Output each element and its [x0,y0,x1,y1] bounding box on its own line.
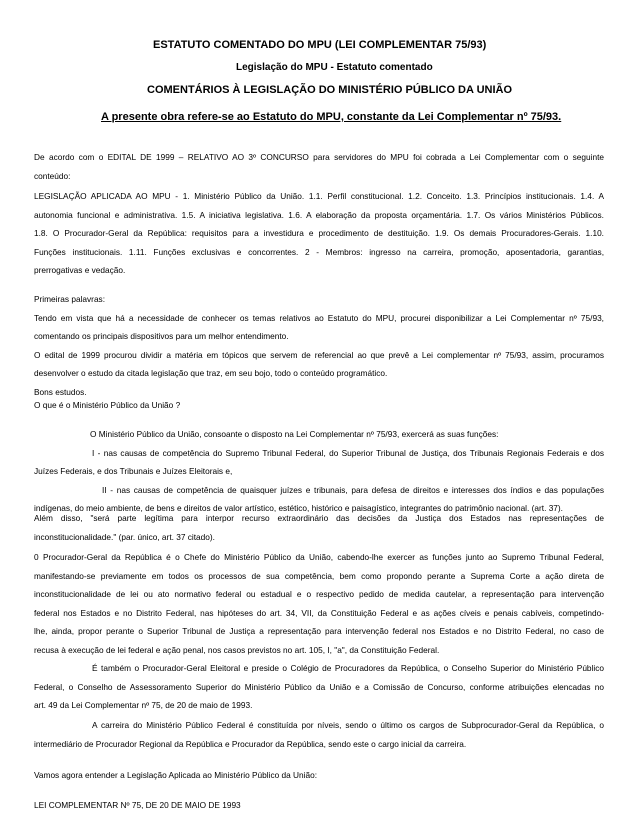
text-line: O edital de 1999 procurou dividir a matéria em tópicos que servem de referencial ao que prevê a Lei complementar nº 75/93, assim, procuramos [34,349,604,360]
text-line: Federal, o Conselho de Assessoramento Superior do Ministério Público da União e a Comissão de Concurso, conforme atribuições elencadas no [34,681,604,692]
text-line: II - nas causas de competência de quaisquer juízes e tribunais, para defesa de direitos e interesses dos índios e das populações [102,484,604,495]
vamos-line [34,766,604,785]
text-line: LEI COMPLEMENTAR Nº 75, DE 20 DE MAIO DE 1993 [34,800,241,810]
text-line: O Ministério Público da União, consoante o disposto na Lei Complementar nº 75/93, exercerá as suas funções: [90,429,499,439]
question-line [34,396,604,415]
text-line: manifestando-se previamente em todos os processos de sua competência, bem como propondo perante a Suprema Corte a ação direta de [34,570,604,581]
carreira-paragraph [34,716,604,753]
text-line: Vamos agora entender a Legislação Aplicada ao Ministério Público da União: [34,770,318,780]
text-line: Funções institucionais. 1.11. Funções exclusivas e concorrentes. 2 - Membros: ingresso na carreira, promoção, aposentadoria, garantias, [34,246,604,257]
text-line: art. 49 da Lei Complementar nº 75, de 20 de maio de 1993. [34,700,253,711]
text-line: indígenas, do meio ambiente, de bens e direitos de valor artístico, estético, histórico e paisagístico, integrantes do patrimônio nacional. (art. 37). [34,503,563,514]
legislacao-paragraph [34,187,604,280]
text-line: comentando os principais dispositivos para um melhor entendimento. [34,331,289,342]
text-line: federal nos Estados e no Distrito Federal, nas hipóteses do art. 34, VII, da Constituição Federal e as ações cíveis e penais cabíveis, competindo- [34,607,604,618]
eleitoral-paragraph [34,659,604,715]
mpu-paragraph [34,425,604,518]
lei-line [34,796,604,815]
text-line: Juízes Federais, e dos Tribunais e Juízes Eleitorais e, [34,466,233,477]
text-line: inconstitucionalidade." (par. único, art. 37 citado). [34,531,215,542]
section-heading: COMENTÁRIOS À LEGISLAÇÃO DO MINISTÉRIO PÚBLICO DA UNIÃO [147,84,513,96]
text-line: recusa à execução de lei federal e ação penal, nos casos previstos no art. 105, I, "a", da Constituição Federal. [34,644,440,655]
document-subtitle: Legislação do MPU - Estatuto comentado [236,62,433,73]
text-line: inconstitucionalidade de lei ou ato normativo federal ou estadual e o respectivo pedido de medida cautelar, a representação para intervenção [34,589,604,600]
text-line: Tendo em vista que há a necessidade de conhecer os temas relativos ao Estatuto do MPU, procurei disponibilizar a Lei Complementar nº 75/93, [34,312,604,323]
text-line: intermediário de Procurador Regional da República e Procurador da República, sendo este o cargo inicial da carreira. [34,738,467,749]
text-line: I - nas causas de competência do Supremo Tribunal Federal, do Superior Tribunal de Justiça, dos Tribunais Regionais Federais e dos [92,447,604,458]
primeiras-paragraph [34,290,604,402]
text-line: 0 Procurador-Geral da República é o Chefe do Ministério Público da União, cabendo-lhe exercer as funções junto ao Supremo Tribunal Federal, [34,552,604,562]
alem-paragraph [34,509,604,546]
text-line: O que é o Ministério Público da União ? [34,400,181,410]
text-line: desenvolver o estudo da citada legislação que traz, em seu bojo, todo o conteúdo programático. [34,368,388,379]
document-title: ESTATUTO COMENTADO DO MPU (LEI COMPLEMENTAR 75/93) [153,39,487,51]
intro-paragraph [34,148,604,185]
text-line: Bons estudos. [34,386,87,397]
notice-heading: A presente obra refere-se ao Estatuto do MPU, constante da Lei Complementar nº 75/93. [101,111,562,123]
text-line: lhe, ainda, propor perante o Superior Tribunal de Justiça a representação para intervenção federal nos Estados e no Distrito Federal, no caso de [34,626,604,637]
text-line: Primeiras palavras: [34,294,106,304]
procurador-paragraph [34,548,604,660]
text-line: conteúdo: [34,170,71,181]
text-line: autonomia funcional e administrativa. 1.5. A iniciativa legislativa. 1.6. A elaboração da proposta orçamentária. 1.7. Os vários Ministérios Públicos. [34,209,604,220]
text-line: De acordo com o EDITAL DE 1999 – RELATIVO AO 3º CONCURSO para servidores do MPU foi cobrada a Lei Complementar com o seguinte [34,152,604,162]
text-line: 1.8. O Procurador-Geral da República: requisitos para a investidura e procedimento de destituição. 1.9. Os demais Procuradores-Gerais. 1.10. [34,228,604,239]
text-line: prerrogativas e vedação. [34,265,126,276]
text-line: A carreira do Ministério Público Federal é constituída por níveis, sendo o último os cargos de Subprocurador-Geral da República, o [92,720,604,730]
text-line: É também o Procurador-Geral Eleitoral e preside o Colégio de Procuradores da República, o Conselho Superior do Ministério Público [92,663,604,673]
text-line: Além disso, "será parte legítima para interpor recurso extraordinário das decisões da Justiça dos Estados nas representações de [34,513,604,523]
text-line: LEGISLAÇÃO APLICADA AO MPU - 1. Ministério Público da União. 1.1. Perfil constitucional. 1.2. Conceito. 1.3. Princípios institucionais. 1.4. A [34,191,604,201]
